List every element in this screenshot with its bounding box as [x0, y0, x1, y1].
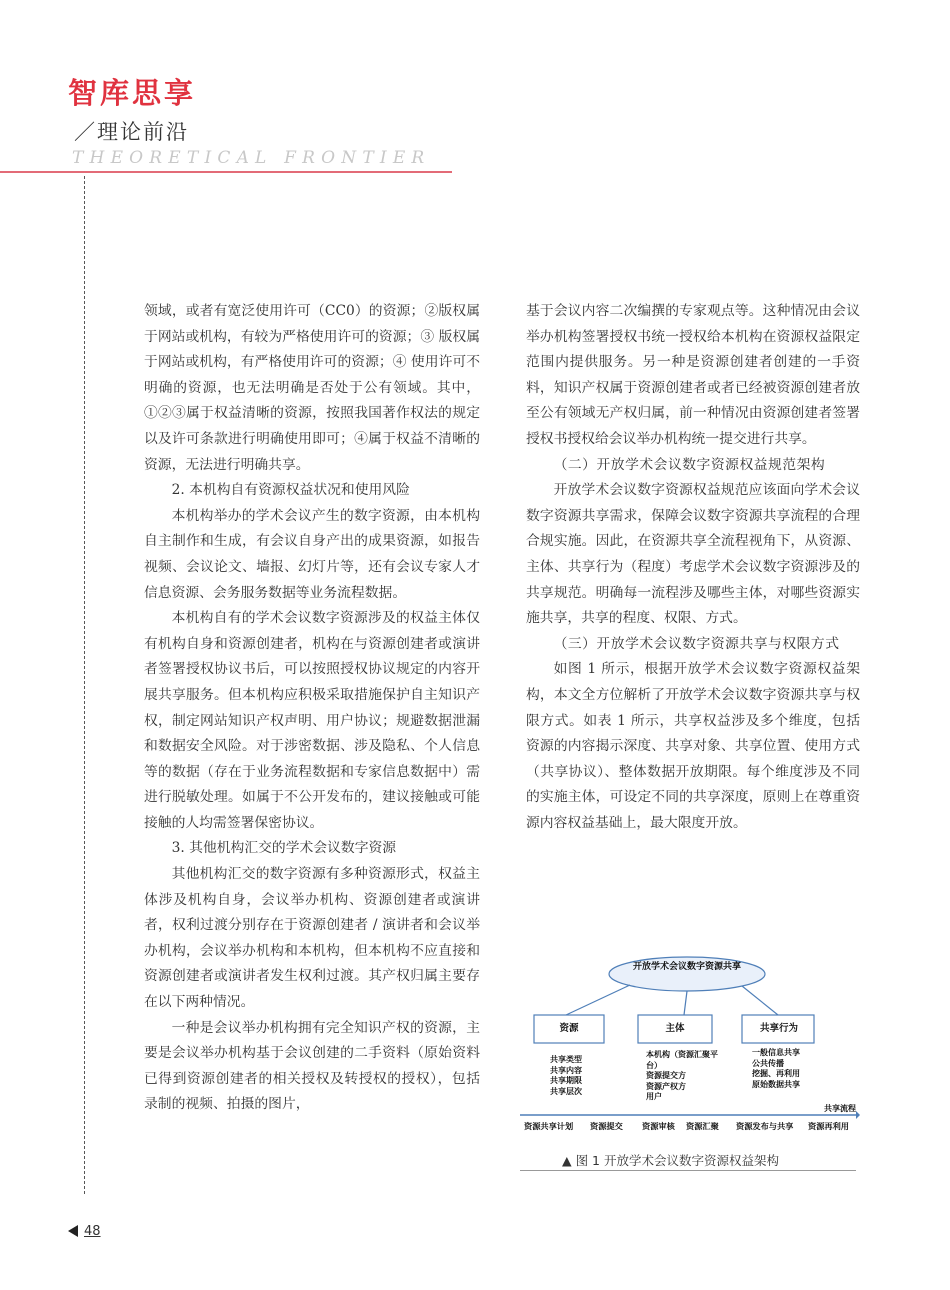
- figure-caption: ▲ 图 1 开放学术会议数字资源权益架构: [562, 1153, 779, 1168]
- paragraph: 开放学术会议数字资源权益规范应该面向学术会议数字资源共享需求，保障会议数字资源共享流程的合理合规实施。因此，在资源共享全流程视角下，从资源、主体、共享行为（程度）考虑学术会议数字资源涉及的共享规范。明确每一流程涉及哪些主体，对哪些资源实施共享，共享的程度、权限、方式。: [526, 482, 860, 627]
- box-label-resource: 资源: [559, 1023, 579, 1034]
- flow-step: 资源共享计划: [524, 1121, 574, 1131]
- flow-step: 资源再利用: [808, 1121, 849, 1131]
- flow-step: 资源审核: [642, 1121, 675, 1131]
- subheading: 3. 其他机构汇交的学术会议数字资源: [171, 840, 397, 857]
- paragraph: 一种是会议举办机构拥有完全知识产权的资源，主要是会议举办机构基于会议创建的二手资料（原始资料已得到资源创建者的相关授权及转授权的授权），包括录制的视频、拍摄的图片，: [144, 1019, 480, 1113]
- right-column: [526, 299, 860, 836]
- root-label: 开放学术会议数字资源共享: [632, 962, 741, 972]
- connector: [742, 986, 778, 1015]
- flow-step: 资源汇聚: [686, 1121, 719, 1131]
- box-label-subject: 主体: [665, 1023, 685, 1034]
- list-item: 共享类型: [550, 1055, 582, 1064]
- list-item: 公共传播: [752, 1058, 784, 1068]
- list-item: 用户: [646, 1092, 662, 1101]
- list-item: 共享层次: [550, 1086, 582, 1096]
- list-item: 资源提交方: [646, 1071, 686, 1080]
- flow-arrow-head: [856, 1111, 860, 1119]
- paragraph: 本机构举办的学术会议产生的数字资源，由本机构自主制作和生成，有会议自身产出的成果资源，如报告视频、会议论文、墙报、幻灯片等，还有会议专家人才信息资源、会务服务数据等业务流程数据。: [144, 507, 480, 601]
- section-heading: （三）开放学术会议数字资源共享与权限方式: [553, 635, 840, 652]
- flow-step: 资源提交: [590, 1121, 623, 1131]
- resource-list: [550, 1055, 582, 1097]
- paragraph: 基于会议内容二次编撰的专家观点等。这种情况由会议举办机构签署授权书统一授权给本机构在资源权益限定范围内提供服务。另一种是资源创建者创建的一手资料，知识产权属于资源创建者或者已经被资源创建者放至公有领域无产权归属，前一种情况由资源创建者签署授权书授权给会议举办机构统一提交进行共享。: [526, 303, 860, 447]
- list-item: 原始数据共享: [752, 1079, 800, 1089]
- section-title: 智库思享: [68, 76, 197, 110]
- paragraph: 领域，或者有宽泛使用许可（CC0）的资源；②版权属于网站或机构，有较为严格使用许可的资源；③ 版权属于网站或机构，有严格使用许可的资源；④ 使用许可不明确的资源，也无法明确是否处于公有领域。其中，①②③属于权益清晰的资源，按照我国著作权法的规定以及许可条款进行明确使用即可；④属于权益不清晰的资源，无法进行明确共享。: [144, 303, 480, 473]
- box-label-behavior: 共享行为: [759, 1023, 798, 1034]
- flow-step: 资源发布与共享: [736, 1121, 794, 1131]
- list-item: 共享内容: [550, 1065, 582, 1075]
- paragraph: 其他机构汇交的数字资源有多种资源形式，权益主体涉及机构自身，会议举办机构、资源创建者或演讲者，权利过渡分别存在于资源创建者 / 演讲者和会议举办机构，会议举办机构和本机构，但本机构不应直接和资源创建者或演讲者发生权利过渡。其产权归属主要存在以下两种情况。: [144, 866, 480, 1011]
- figure-1: [520, 955, 860, 1170]
- subsection-title: ／理论前沿: [74, 120, 189, 144]
- paragraph: 如图 1 所示，根据开放学术会议数字资源权益架构，本文全方位解析了开放学术会议数字资源共享与权限方式。如表 1 所示，共享权益涉及多个维度，包括资源的内容揭示深度、共享对象、共享位置、使用方式（共享协议）、整体数据开放期限。每个维度涉及不同的实施主体，可设定不同的共享深度，原则上在尊重资源内容权益基础上，最大限度开放。: [526, 661, 860, 831]
- section-heading: （二）开放学术会议数字资源权益规范架构: [553, 456, 826, 473]
- subsection-title-en: THEORETICAL FRONTIER: [72, 148, 431, 168]
- flow-label: 共享流程: [824, 1104, 856, 1113]
- list-item: 一般信息共享: [752, 1048, 800, 1057]
- subject-list: [646, 1050, 724, 1103]
- left-triangle-icon: [68, 1225, 78, 1237]
- list-item: 共享期限: [550, 1076, 582, 1085]
- figure-rule: [520, 1170, 856, 1171]
- connector: [684, 991, 687, 1015]
- list-item: 挖掘、再利用: [752, 1069, 800, 1078]
- margin-dashed-line: [84, 176, 85, 1194]
- list-item: 本机构（资源汇聚平台）: [646, 1050, 718, 1070]
- page-number: [68, 1224, 101, 1239]
- behavior-list: [752, 1048, 800, 1090]
- paragraph: 本机构自有的学术会议数字资源涉及的权益主体仅有机构自身和资源创建者，机构在与资源创建者或演讲者签署授权协议书后，可以按照授权协议规定的内容开展共享服务。但本机构应积极采取措施保护自主知识产权，制定网站知识产权声明、用户协议；规避数据泄漏和数据安全风险。对于涉密数据、涉及隐私、个人信息等的数据（存在于业务流程数据和专家信息数据中）需进行脱敏处理。如属于不公开发布的，建议接触或可能接触的人均需签署保密协议。: [144, 610, 480, 831]
- page-number-value: 48: [84, 1224, 101, 1239]
- left-column: [144, 299, 480, 1118]
- connector: [566, 985, 630, 1015]
- subheading: 2. 本机构自有资源权益状况和使用风险: [171, 482, 410, 499]
- list-item: 资源产权方: [646, 1081, 686, 1091]
- header-rule: [0, 171, 452, 173]
